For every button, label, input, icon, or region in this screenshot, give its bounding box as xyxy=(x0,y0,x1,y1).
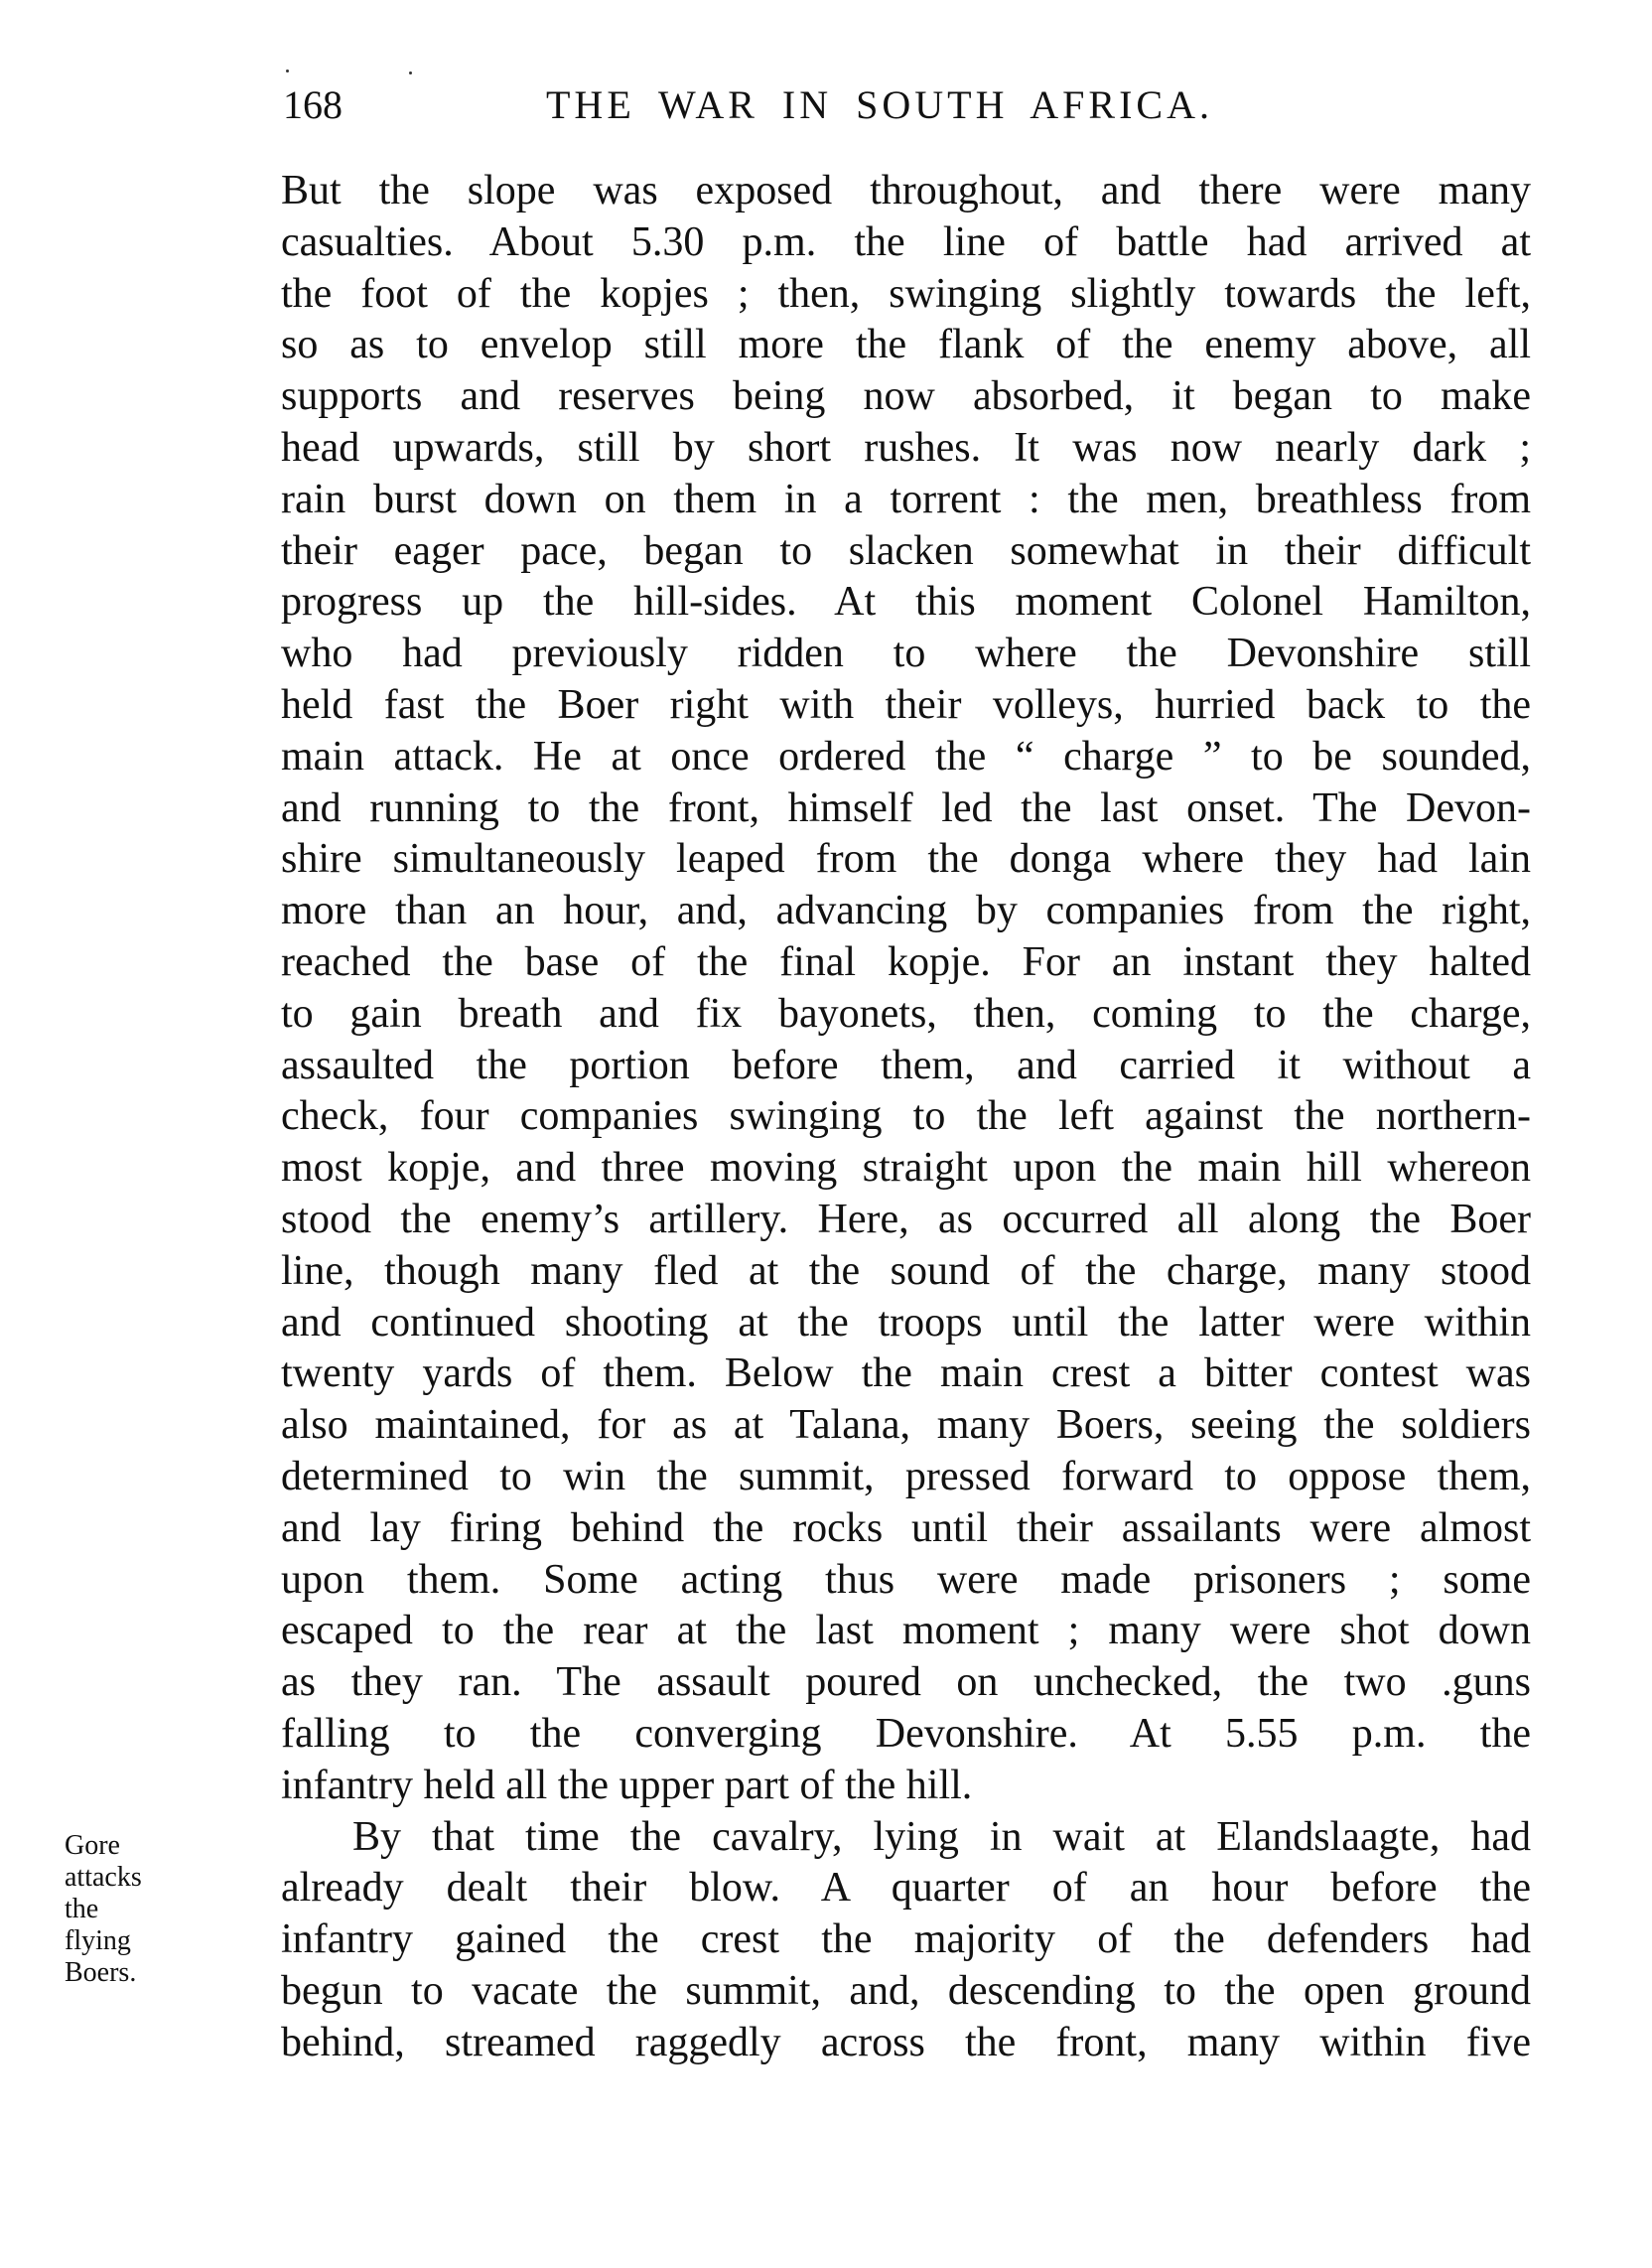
text-line: infantry gained the crest the majority of the defenders had xyxy=(281,1916,1531,1963)
text-line: rain burst down on them in a torrent : the men, breathless from xyxy=(281,476,1531,522)
text-line: supports and reserves being now absorbed, it began to make xyxy=(281,373,1531,420)
text-line: determined to win the summit, pressed forward to oppose them, xyxy=(281,1453,1531,1499)
margin-note-line: attacks xyxy=(65,1862,142,1893)
text-line: to gain breath and fix bayonets, then, coming to the charge, xyxy=(281,990,1531,1037)
running-title: THE WAR IN SOUTH AFRICA. xyxy=(546,82,1213,127)
margin-note-line: Boers. xyxy=(65,1957,137,1988)
text-line: main attack. He at once ordered the “ charge ” to be sounded, xyxy=(281,733,1531,780)
body-text xyxy=(281,166,1531,2068)
text-line: stood the enemy’s artillery. Here, as occurred all along the Boer xyxy=(281,1196,1531,1242)
scan-speck xyxy=(286,70,289,72)
text-line: upon them. Some acting thus were made prisoners ; some xyxy=(281,1556,1531,1603)
text-line: infantry held all the upper part of the hill. xyxy=(281,1762,973,1808)
text-line: held fast the Boer right with their volleys, hurried back to the xyxy=(281,681,1531,728)
text-line: behind, streamed raggedly across the front, many within five xyxy=(281,2019,1531,2065)
text-line: and lay firing behind the rocks until their assailants were almost xyxy=(281,1504,1531,1551)
text-line: and running to the front, himself led the last onset. The Devon- xyxy=(281,784,1531,831)
text-line: progress up the hill-sides. At this moment Colonel Hamilton, xyxy=(281,579,1531,626)
margin-note xyxy=(65,1830,213,1989)
text-line: so as to envelop still more the flank of the enemy above, all xyxy=(281,322,1531,368)
margin-note-line: the xyxy=(65,1894,99,1924)
text-line: the foot of the kopjes ; then, swinging slightly towards the left, xyxy=(281,270,1531,317)
text-line: falling to the converging Devonshire. At 5.55 p.m. the xyxy=(281,1710,1531,1757)
text-line: head upwards, still by short rushes. It was now nearly dark ; xyxy=(281,424,1531,471)
text-line: most kopje, and three moving straight upon the main hill whereon xyxy=(281,1145,1531,1192)
text-line: already dealt their blow. A quarter of an hour before the xyxy=(281,1865,1531,1912)
text-line: twenty yards of them. Below the main crest a bitter contest was xyxy=(281,1350,1531,1397)
text-line: line, though many fled at the sound of the charge, many stood xyxy=(281,1247,1531,1294)
text-line: shire simultaneously leaped from the donga where they had lain xyxy=(281,836,1531,883)
text-line: By that time the cavalry, lying in wait at Elandslaagte, had xyxy=(352,1813,1531,1860)
margin-note-line: Gore xyxy=(65,1830,120,1861)
text-line: more than an hour, and, advancing by companies from the right, xyxy=(281,888,1531,934)
text-line: casualties. About 5.30 p.m. the line of battle had arrived at xyxy=(281,218,1531,265)
text-line: begun to vacate the summit, and, descending to the open ground xyxy=(281,1967,1531,2014)
text-line: who had previously ridden to where the Devonshire still xyxy=(281,631,1531,677)
text-line: check, four companies swinging to the left against the northern- xyxy=(281,1093,1531,1140)
text-line: their eager pace, began to slacken somewhat in their difficult xyxy=(281,527,1531,574)
text-line: reached the base of the final kopje. For an instant they halted xyxy=(281,938,1531,985)
text-line: But the slope was exposed throughout, and there were many xyxy=(281,168,1531,213)
margin-note-line: flying xyxy=(65,1925,131,1956)
text-line: escaped to the rear at the last moment ; many were shot down xyxy=(281,1608,1531,1654)
running-head xyxy=(283,81,1531,129)
text-line: assaulted the portion before them, and carried it without a xyxy=(281,1042,1531,1088)
paragraph-2 xyxy=(281,1812,1531,2069)
text-line: and continued shooting at the troops until the latter were within xyxy=(281,1299,1531,1346)
text-line: also maintained, for as at Talana, many Boers, seeing the soldiers xyxy=(281,1402,1531,1449)
text-line: as they ran. The assault poured on unchecked, the two .guns xyxy=(281,1659,1531,1706)
page-number: 168 xyxy=(283,82,343,127)
paragraph-1 xyxy=(281,166,1531,1812)
scan-speck xyxy=(409,71,412,74)
